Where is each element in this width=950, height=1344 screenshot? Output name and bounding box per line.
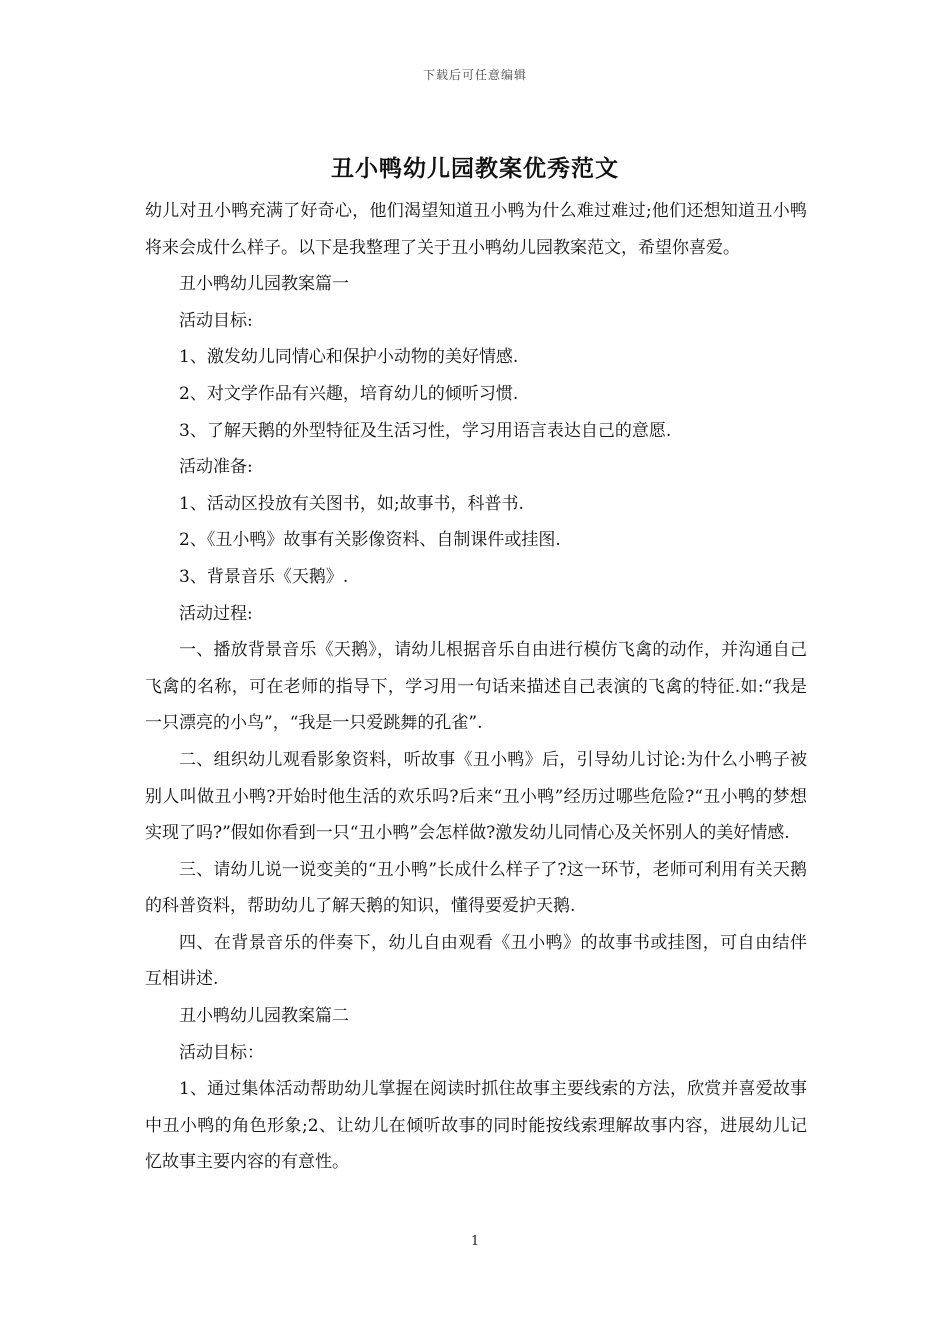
- section-heading-2: 丑小鸭幼儿园教案篇二: [179, 1006, 349, 1027]
- list-item: 3、背景音乐《天鹅》.: [179, 566, 349, 587]
- list-item: 3、了解天鹅的外型特征及生活习性，学习用语言表达自己的意愿.: [179, 420, 672, 441]
- process-step: 一、播放背景音乐《天鹅》，请幼儿根据音乐自由进行模仿飞禽的动作，并沟通自己飞禽的名称，可在老师的指导下，学习用一句话来描述自己表演的飞禽的特征.如:“我是一只漂亮的小鸟”，“我是一只爱跳舞的孔雀”.: [145, 640, 807, 734]
- list-item: 2、《丑小鸭》故事有关影像资料、自制课件或挂图.: [179, 530, 561, 551]
- header-note: 下载后可任意编辑: [422, 68, 527, 82]
- document-body: [145, 193, 807, 1181]
- process-step: 二、组织幼儿观看影象资料，听故事《丑小鸭》后，引导幼儿讨论:为什么小鸭子被别人叫做丑小鸭?开始时他生活的欢乐吗?后来“丑小鸭”经历过哪些危险?“丑小鸭的梦想实现了吗?”假如你看到一只“丑小鸭”会怎样做?激发幼儿同情心及关怀别人的美好情感.: [145, 749, 807, 844]
- document-title: 丑小鸭幼儿园教案优秀范文: [331, 155, 619, 182]
- section-heading-1: 丑小鸭幼儿园教案篇一: [179, 274, 349, 295]
- list-item: 1、活动区投放有关图书，如;故事书，科普书.: [179, 493, 524, 514]
- subheading-preparation: 活动准备:: [179, 457, 253, 478]
- page-number: 1: [470, 1234, 480, 1249]
- process-step: 三、请幼儿说一说变美的“丑小鸭”长成什么样子了?这一环节，老师可利用有关天鹅的科普资料，帮助幼儿了解天鹅的知识，懂得要爱护天鹅.: [145, 859, 807, 917]
- list-item: 1、激发幼儿同情心和保护小动物的美好情感.: [179, 347, 519, 368]
- process-step: 四、在背景音乐的伴奏下，幼儿自由观看《丑小鸭》的故事书或挂图，可自由结伴互相讲述.: [145, 932, 807, 990]
- list-item: 1、通过集体活动帮助幼儿掌握在阅读时抓住故事主要线索的方法，欣赏并喜爱故事中丑小鸭的角色形象;2、让幼儿在倾听故事的同时能按线索理解故事内容，进展幼儿记忆故事主要内容的有意性。: [145, 1079, 807, 1173]
- subheading-process: 活动过程:: [179, 603, 253, 624]
- subheading-goals-2: 活动目标：: [179, 1042, 264, 1063]
- list-item: 2、对文学作品有兴趣，培育幼儿的倾听习惯.: [179, 383, 519, 404]
- intro-paragraph: 幼儿对丑小鸭充满了好奇心，他们渴望知道丑小鸭为什么难过难过;他们还想知道丑小鸭将来会成什么样子。以下是我整理了关于丑小鸭幼儿园教案范文，希望你喜爱。: [145, 201, 807, 258]
- subheading-goals: 活动目标:: [179, 310, 253, 331]
